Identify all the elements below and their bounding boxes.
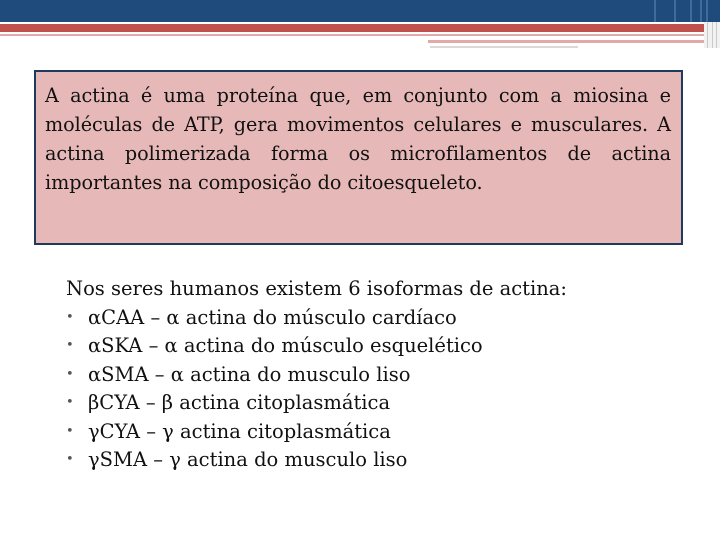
header-accent-thin-line <box>0 34 720 36</box>
edge-tick <box>712 22 713 48</box>
isoform-item <box>66 389 686 418</box>
header-stripe <box>674 0 676 22</box>
definition-text: A actina é uma proteína que, em conjunto com a miosina e moléculas de ATP, gera movimentos celulares e musculares. A actina polimerizada forma os microfilamentos de actina importantes na composição do citoesqueleto. <box>45 84 671 194</box>
isoform-label: αCAA – α actina do músculo cardíaco <box>88 305 457 329</box>
bullet-icon: • <box>66 395 74 410</box>
edge-tick <box>707 22 708 48</box>
isoform-label: αSKA – α actina do músculo esquelético <box>88 334 483 357</box>
bullet-icon: • <box>66 423 74 439</box>
isoform-item <box>66 332 686 361</box>
isoform-label: αSMA – α actina do musculo liso <box>88 362 411 386</box>
isoforms-list <box>66 304 686 475</box>
bullet-icon: • <box>66 452 74 467</box>
isoform-item <box>66 446 686 475</box>
header-accent-line <box>0 24 720 32</box>
header-stripe <box>706 0 708 22</box>
header-stripe <box>690 0 692 22</box>
isoform-item <box>66 361 686 390</box>
isoform-item <box>66 304 686 333</box>
bullet-icon: • <box>66 338 74 353</box>
isoform-label: γSMA – γ actina do musculo liso <box>88 448 408 471</box>
header-stripe <box>700 0 702 22</box>
isoform-item <box>66 418 686 447</box>
header-accent-short-line <box>428 40 720 43</box>
isoform-label: βCYA – β actina citoplasmática <box>88 391 391 414</box>
header-right-edge <box>704 22 720 48</box>
header-stripe <box>654 0 656 22</box>
bullet-icon: • <box>66 309 74 325</box>
isoforms-intro: Nos seres humanos existem 6 isoformas de actina: <box>66 277 567 300</box>
header-bar <box>0 0 720 22</box>
header-grey-line <box>430 46 578 48</box>
bullet-icon: • <box>66 366 74 382</box>
isoform-label: γCYA – γ actina citoplasmática <box>88 419 391 443</box>
definition-box <box>34 70 683 245</box>
edge-tick <box>716 22 717 48</box>
isoforms-section <box>66 275 686 475</box>
